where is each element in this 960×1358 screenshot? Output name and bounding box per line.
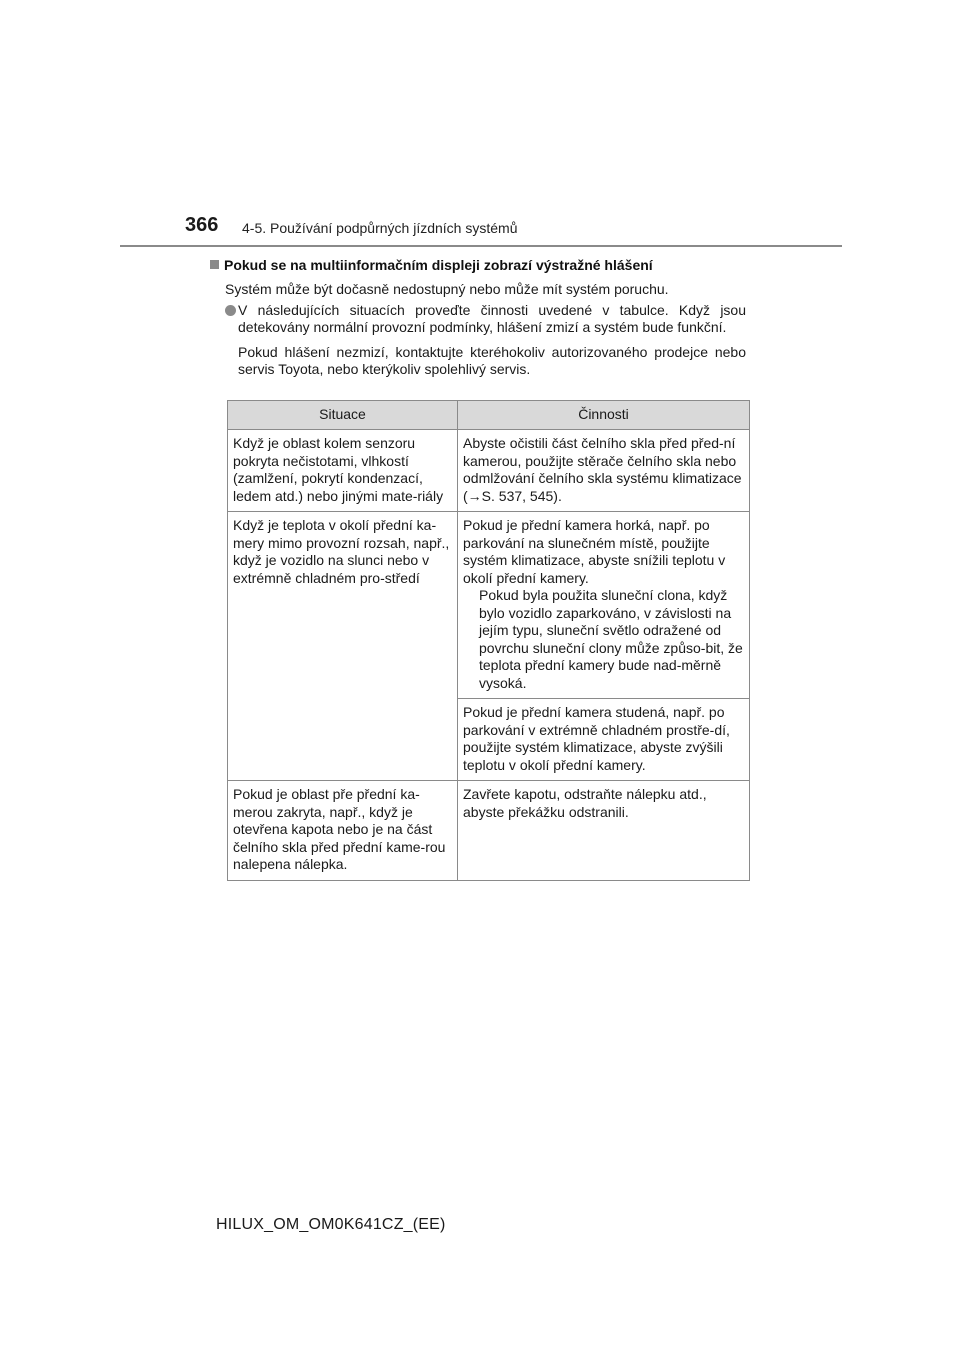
page-number: 366: [185, 214, 219, 236]
bullet-item: [225, 302, 747, 337]
situation-action-table: [227, 400, 750, 881]
action-note: Pokud byla použita sluneční clona, když bylo vozidlo zaparkováno, v závislosti na jejím typu, sluneční světlo odražené od povrchu sluneční clony může způso-bit, že teplota přední kamery bude nad-měrně vysoká.: [479, 587, 743, 691]
situation-cell: Když je teplota v okolí přední ka-mery mimo provozní rozsah, např., když je vozidlo na slunci nebo v extrémně chladném pro-středí: [228, 512, 458, 781]
header-actions: Činnosti: [458, 401, 750, 430]
bullet-followup-text: Pokud hlášení nezmizí, kontaktujte kteréhokoliv autorizovaného prodejce nebo servis Toyota, nebo kterýkoliv spolehlivý servis.: [238, 343, 746, 378]
table-row: [228, 781, 750, 881]
header-divider: [120, 245, 842, 247]
action-text: Pokud je přední kamera horká, např. po parkování na slunečném místě, použijte systém klimatizace, abyste snížili teplotu v okolí přední kamery.: [463, 517, 726, 586]
bullet-block: [225, 302, 747, 379]
situation-cell: Když je oblast kolem senzoru pokryta nečistotami, vlhkostí (zamlžení, pokrytí kondenzací, ledem atd.) nebo jinými mate-riály: [228, 430, 458, 512]
section-title-text: Pokud se na multiinformačním displeji zobrazí výstražné hlášení: [224, 257, 653, 273]
table-row: [228, 512, 750, 699]
document-code: HILUX_OM_OM0K641CZ_(EE): [216, 1216, 446, 1233]
situation-cell: Pokud je oblast pře přední ka-merou zakryta, např., když je otevřena kapota nebo je na část čelního skla před přední kame-rou nalepena nálepka.: [228, 781, 458, 881]
table-header-row: [228, 401, 750, 430]
section-heading: [210, 257, 653, 273]
action-cell: [458, 512, 750, 699]
table-row: [228, 430, 750, 512]
action-cell: Pokud je přední kamera studená, např. po parkování v extrémně chladném prostře-dí, použijte systém klimatizace, abyste zvýšili teplotu v okolí přední kamery.: [458, 699, 750, 781]
bullet-text: V následujících situacích proveďte činnosti uvedené v tabulce. Když jsou detekovány normální provozní podmínky, hlášení zmizí a systém bude funkční.: [238, 302, 746, 336]
header-situation: Situace: [228, 401, 458, 430]
action-cell: Abyste očistili část čelního skla před před-ní kamerou, použijte stěrače čelního skla nebo odmlžování čelního skla systému klimatizace (→S. 537, 545).: [458, 430, 750, 512]
square-bullet-icon: [210, 260, 219, 269]
intro-paragraph: Systém může být dočasně nedostupný nebo může mít systém poruchu.: [225, 281, 669, 297]
circle-bullet-icon: [225, 305, 236, 316]
action-cell: Zavřete kapotu, odstraňte nálepku atd., abyste překážku odstranili.: [458, 781, 750, 881]
chapter-title: 4-5. Používání podpůrných jízdních systémů: [242, 220, 518, 236]
